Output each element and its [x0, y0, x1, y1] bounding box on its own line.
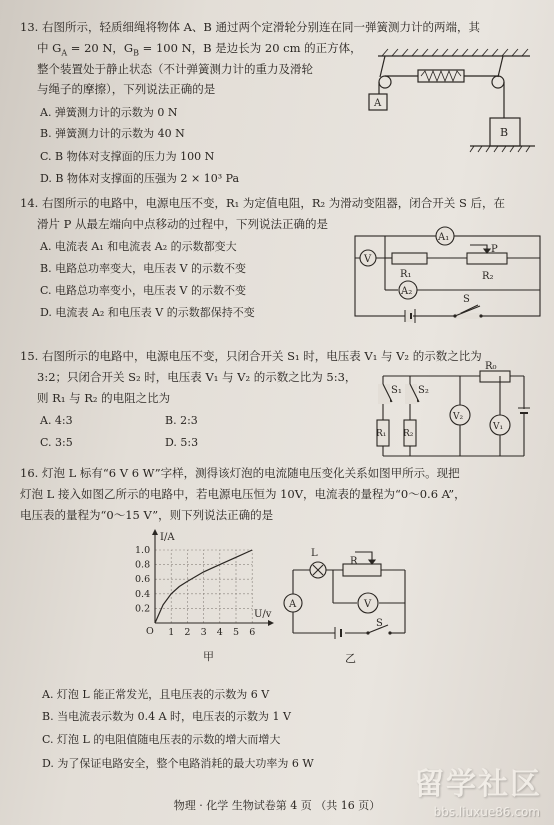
q14-a1-meter-label: A₁: [438, 232, 450, 243]
q15-stem-line1: 15. 右图所示的电路中，电源电压不变，只闭合开关 S₁ 时，电压表 V₁ 与 V₂ 的示数之比为: [20, 349, 482, 363]
q13-option-a: A. 弹簧测力计的示数为 0 N: [40, 106, 178, 119]
x-tick-label: 3: [200, 627, 207, 638]
q13-option-d: D. B 物体对支撑面的压强为 2 × 10³ Pa: [40, 172, 240, 185]
q13-stem-line3: 整个装置处于静止状态（不计弹簧测力计的重力及滑轮: [37, 62, 313, 76]
x-tick-label: 2: [184, 627, 191, 638]
q15-r1-label: R₁: [376, 429, 387, 439]
q15-s1-label: S₁: [391, 385, 402, 396]
q15-v2-meter-label: V₂: [453, 412, 464, 422]
q16-switch-label: S: [376, 618, 383, 629]
q15-option-d: D. 5:3: [165, 436, 199, 449]
watermark-brand: 留学社区: [414, 767, 542, 802]
q15-option-b: B. 2:3: [165, 414, 198, 427]
q15-v1-meter-label: V₁: [493, 422, 504, 432]
q14-option-b: B. 电路总功率变大，电压表 V 的示数不变: [40, 262, 247, 275]
q13-option-b: B. 弹簧测力计的示数为 40 N: [40, 127, 185, 140]
q15-stem-line3: 则 R₁ 与 R₂ 的电阻之比为: [37, 391, 171, 405]
y-tick-label: 0.6: [135, 574, 151, 586]
q13-stem-line2: 中 $G_A = 20$ N，$G_B = 100$ N，B 是边长为 20 cm 的正方体，: [37, 41, 362, 58]
q13-stem-line4: 与绳子的摩擦），下列说法正确的是: [37, 82, 216, 96]
chart-ylabel: I/A: [160, 532, 175, 543]
q14-slider-p-label: P: [491, 244, 498, 255]
q15-s2-label: S₂: [418, 385, 429, 396]
q15-option-c: C. 3:5: [40, 436, 73, 449]
watermark-url: bbs.liuxue86.com: [433, 805, 540, 819]
q13-stem-line1: 13. 右图所示，轻质细绳将物体 A、B 通过两个定滑轮分别连在同一弹簧测力计的两端，其: [20, 20, 481, 34]
q16-stem-line1: 16. 灯泡 L 标有“6 V 6 W”字样，测得该灯泡的电流随电压变化关系如图甲所示。现把: [20, 466, 460, 480]
q15-r2-label: R₂: [403, 429, 414, 439]
q14-v-meter-label: V: [364, 254, 372, 265]
y-tick-label: 0.8: [135, 559, 151, 571]
q16-option-a: A. 灯泡 L 能正常发光，且电压表的示数为 6 V: [42, 688, 270, 701]
q16-option-d: D. 为了保证电路安全，整个电路消耗的最大功率为 6 W: [42, 757, 314, 770]
q15-stem-line2: 3:2；只闭合开关 S₂ 时，电压表 V₁ 与 V₂ 的示数之比为 5:3，: [37, 370, 357, 384]
q15-option-a: A. 4:3: [40, 414, 73, 427]
q14-option-d: D. 电流表 A₂ 和电压表 V 的示数都保持不变: [40, 306, 255, 319]
q13-label-a: A: [374, 98, 382, 109]
q16-voltmeter-label: V: [364, 599, 372, 610]
y-tick-label: 1.0: [135, 545, 151, 556]
q16-circuit-caption: 乙: [345, 652, 356, 665]
q16-stem-line3: 电压表的量程为“0～15 V”，则下列说法正确的是: [20, 508, 274, 522]
q14-stem-line1: 14. 右图所示的电路中，电源电压不变，R₁ 为定值电阻，R₂ 为滑动变阻器，闭合开关 S 后，在: [20, 196, 505, 210]
q14-r1-label: R₁: [400, 269, 412, 280]
q16-rheostat-label: R: [350, 556, 358, 567]
q13-option-c: C. B 物体对支撑面的压力为 100 N: [40, 150, 215, 163]
x-tick-label: 4: [216, 627, 223, 638]
chart-origin-label: O: [146, 626, 154, 637]
q15-r0-label: R₀: [485, 361, 497, 372]
q14-option-c: C. 电路总功率变小，电压表 V 的示数不变: [40, 284, 246, 297]
q16-option-b: B. 当电流表示数为 0.4 A 时，电压表的示数为 1 V: [42, 710, 291, 723]
q16-lamp-label: L: [311, 548, 318, 559]
q16-stem-line2: 灯泡 L 接入如图乙所示的电路中，若电源电压恒为 10V，电流表的量程为“0～0.6 A”，: [20, 487, 466, 501]
q14-a2-meter-label: A₂: [401, 286, 413, 297]
chart-caption: 甲: [203, 650, 214, 663]
y-tick-label: 0.4: [135, 588, 151, 600]
q14-stem-line2: 滑片 P 从最左端向中点移动的过程中，下列说法正确的是: [37, 217, 329, 231]
x-tick-label: 6: [249, 627, 256, 638]
x-tick-label: 1: [168, 627, 175, 638]
q16-ammeter-label: A: [289, 599, 297, 610]
q13-label-b: B: [500, 126, 509, 139]
x-tick-label: 5: [233, 627, 240, 638]
page-footer: 物理 · 化学 生物试卷第 4 页 （共 16 页）: [173, 799, 381, 812]
chart-xlabel: U/v: [254, 609, 272, 620]
q14-option-a: A. 电流表 A₁ 和电流表 A₂ 的示数都变大: [40, 240, 237, 253]
q14-switch-s-label: S: [463, 294, 470, 305]
y-tick-label: 0.2: [135, 603, 151, 615]
q16-option-c: C. 灯泡 L 的电阻值随电压表的示数的增大而增大: [42, 733, 281, 746]
q14-r2-label: R₂: [482, 271, 494, 282]
